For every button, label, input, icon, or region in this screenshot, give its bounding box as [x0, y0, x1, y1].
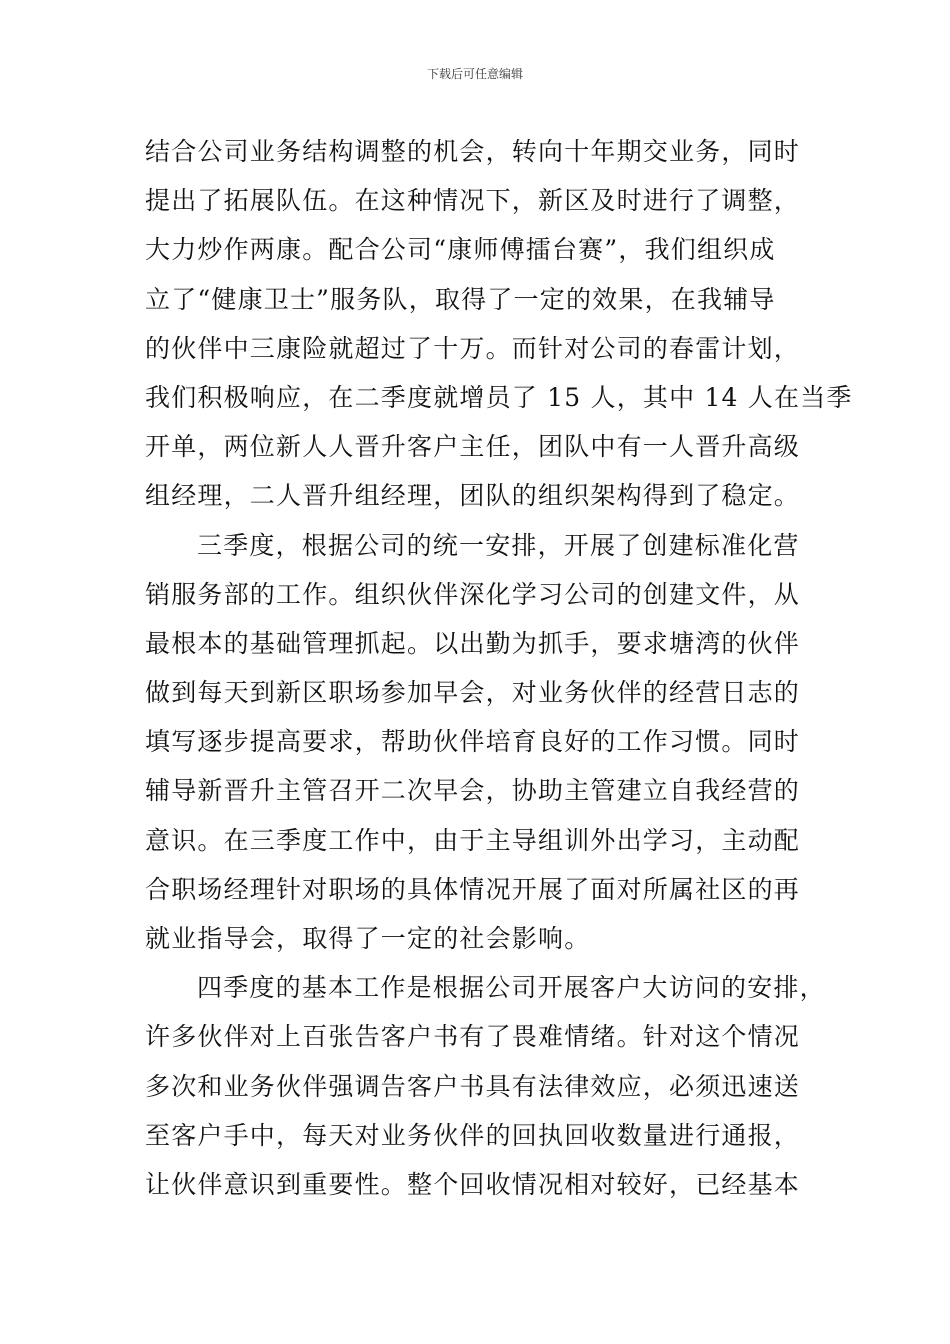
text-line: 组经理，二人晋升组经理，团队的组织架构得到了稳定。 — [145, 481, 801, 511]
text-line: 立了“健康卫士”服务队，取得了一定的效果，在我辅导 — [145, 284, 776, 314]
paragraph-start-line: 四季度的基本工作是根据公司开展客户大访问的安排， — [197, 973, 826, 1003]
text-line: 意识。在三季度工作中，由于主导组训外出学习，主动配 — [145, 825, 801, 855]
body-text — [145, 127, 853, 1209]
text-line: 大力炒作两康。配合公司“康师傅擂台赛”，我们组织成 — [145, 235, 776, 265]
text-line: 我们积极响应，在二季度就增员了 15 人，其中 14 人在当季 — [145, 382, 853, 412]
text-line: 的伙伴中三康险就超过了十万。而针对公司的春雷计划， — [145, 333, 801, 363]
text-line: 开单，两位新人人晋升客户主任，团队中有一人晋升高级 — [145, 432, 801, 462]
text-line: 提出了拓展队伍。在这种情况下，新区及时进行了调整， — [145, 186, 801, 216]
text-line: 让伙伴意识到重要性。整个回收情况相对较好，已经基本 — [145, 1169, 801, 1199]
text-line: 合职场经理针对职场的具体情况开展了面对所属社区的再 — [145, 874, 801, 904]
text-line: 就业指导会，取得了一定的社会影响。 — [145, 924, 591, 953]
text-line: 多次和业务伙伴强调告客户书具有法律效应，必须迅速送 — [145, 1071, 801, 1101]
text-line: 最根本的基础管理抓起。以出勤为抓手，要求塘湾的伙伴 — [145, 628, 801, 658]
paragraph-start-line: 三季度，根据公司的统一安排，开展了创建标准化营 — [197, 530, 800, 560]
page-header: 下载后可任意编辑 — [426, 67, 523, 81]
text-line: 销服务部的工作。组织伙伴深化学习公司的创建文件，从 — [145, 579, 801, 609]
text-line: 至客户手中，每天对业务伙伴的回执回收数量进行通报， — [145, 1120, 801, 1150]
text-line: 许多伙伴对上百张告客户书有了畏难情绪。针对这个情况 — [145, 1022, 801, 1052]
text-line: 填写逐步提高要求，帮助伙伴培育良好的工作习惯。同时 — [145, 727, 801, 757]
text-line: 做到每天到新区职场参加早会，对业务伙伴的经营日志的 — [145, 678, 801, 708]
text-line: 结合公司业务结构调整的机会，转向十年期交业务，同时 — [145, 137, 801, 166]
text-line: 辅导新晋升主管召开二次早会，协助主管建立自我经营的 — [145, 776, 801, 806]
